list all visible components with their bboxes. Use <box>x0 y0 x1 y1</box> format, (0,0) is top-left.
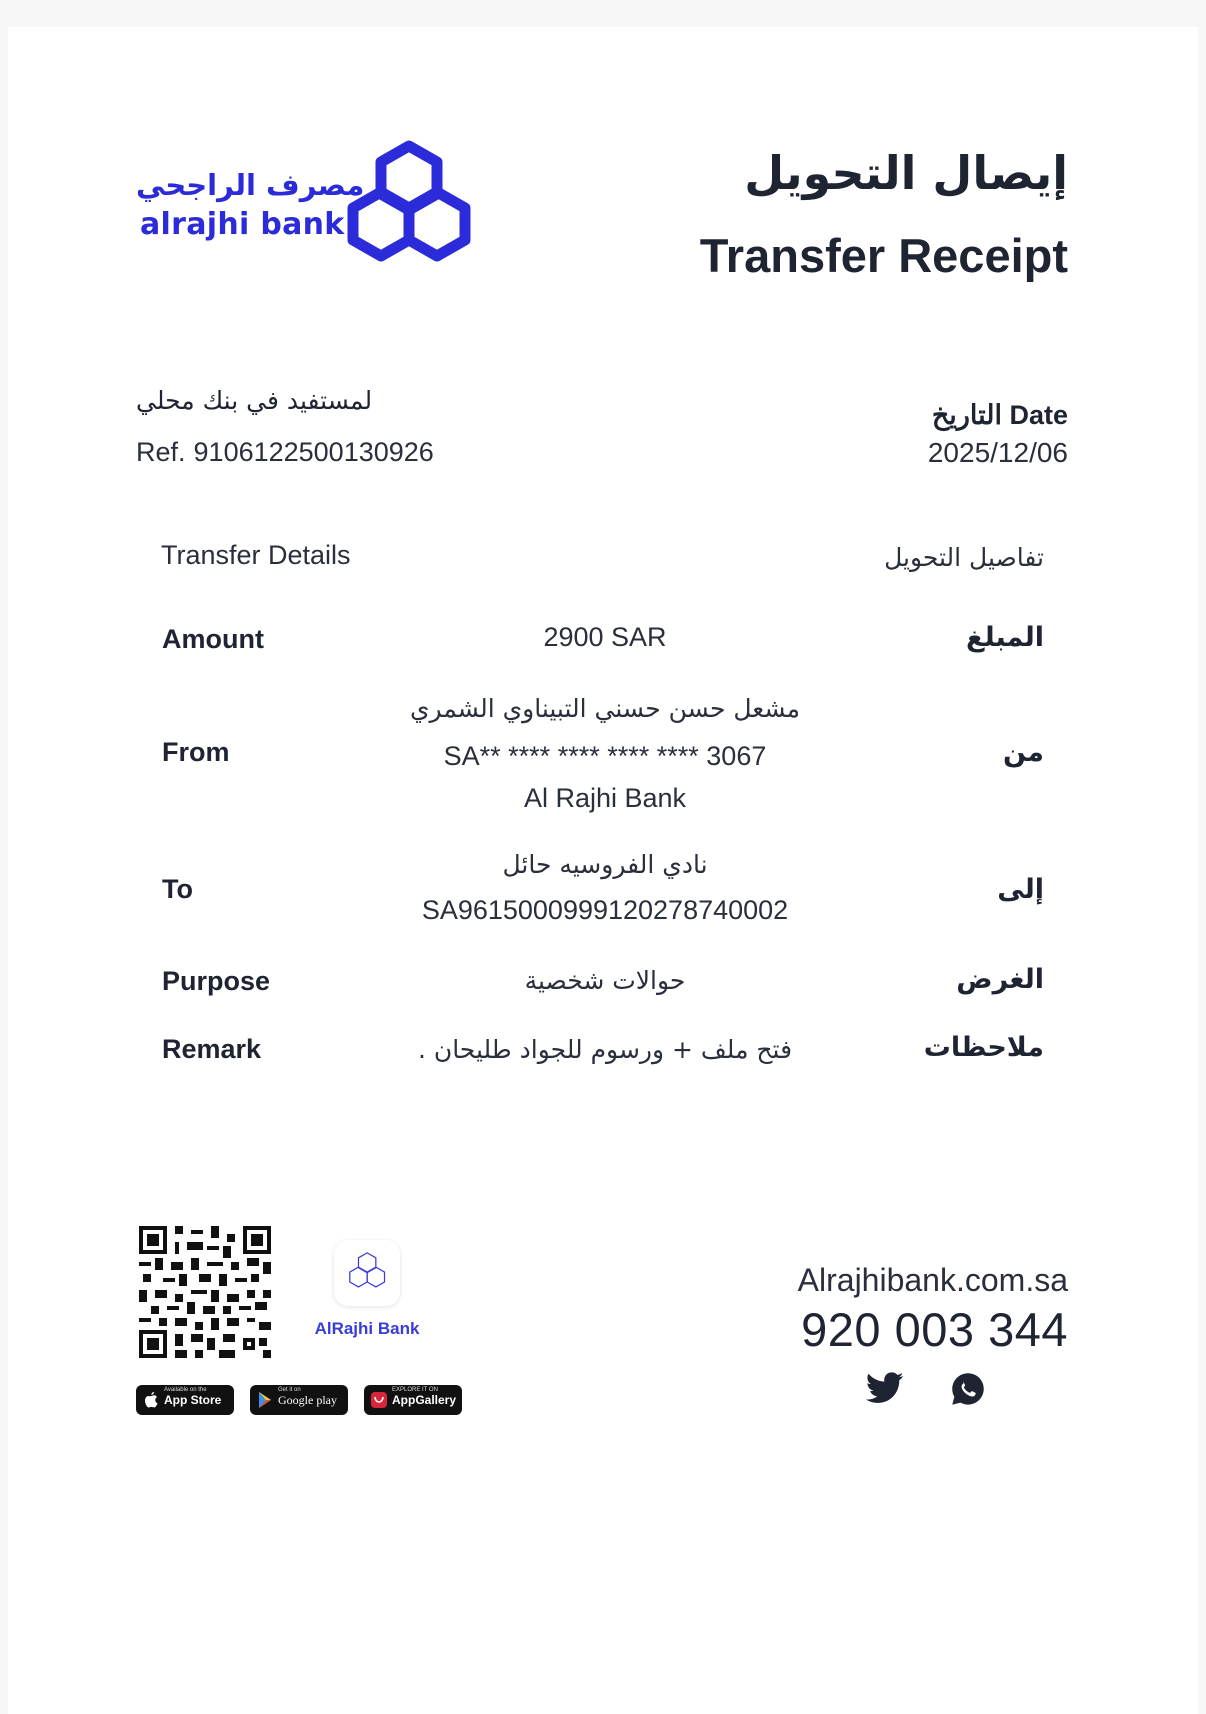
remark-value: فتح ملف + ورسوم للجواد طليحان . <box>417 1035 793 1064</box>
from-label-english: From <box>162 737 230 767</box>
receipt-title-english: Transfer Receipt <box>699 229 1068 282</box>
amount-value: 2900 SAR <box>543 622 667 652</box>
google-play-badge[interactable] <box>250 1385 348 1415</box>
remark-label-english: Remark <box>162 1034 262 1064</box>
website-link[interactable]: Alrajhibank.com.sa <box>797 1262 1068 1298</box>
bank-logo-mark-icon <box>344 140 474 270</box>
sender-account: SA** **** **** **** **** 3067 <box>443 741 767 771</box>
alrajhi-app-icon[interactable] <box>334 1240 400 1306</box>
transfer-details-heading-arabic: تفاصيل التحويل <box>884 543 1044 572</box>
date-value: 2025/12/06 <box>927 437 1068 468</box>
qr-code-icon[interactable] <box>139 1226 271 1358</box>
app-gallery-text: AppGallery <box>392 1393 457 1407</box>
app-gallery-badge[interactable] <box>364 1385 462 1415</box>
whatsapp-icon[interactable] <box>950 1371 986 1411</box>
sender-name: مشعل حسن حسني التبيناوي الشمري <box>409 694 801 723</box>
google-play-icon <box>257 1391 273 1409</box>
app-name: AlRajhi Bank <box>314 1319 420 1338</box>
purpose-label-arabic: الغرض <box>956 964 1044 995</box>
app-store-text: App Store <box>164 1393 222 1407</box>
google-play-text: Google play <box>278 1393 337 1407</box>
app-store-small-text: Available on the <box>164 1387 207 1393</box>
bank-logo-arabic: مصرف الراجحي <box>136 168 365 202</box>
from-label-arabic: من <box>1002 737 1044 768</box>
recipient-name: نادي الفروسيه حائل <box>502 850 708 879</box>
twitter-icon[interactable] <box>866 1372 904 1408</box>
to-label-english: To <box>162 874 193 904</box>
huawei-icon <box>371 1391 387 1409</box>
reference-label: Ref. <box>136 437 186 467</box>
sender-bank: Al Rajhi Bank <box>523 783 687 813</box>
amount-label-arabic: المبلغ <box>966 622 1044 653</box>
amount-label-english: Amount <box>162 624 264 654</box>
recipient-iban: SA9615000999120278740002 <box>421 895 789 925</box>
google-play-small-text: Get it on <box>278 1387 301 1393</box>
purpose-value: حوالات شخصية <box>524 966 686 995</box>
date-label: التاريخ Date <box>931 400 1068 430</box>
to-label-arabic: إلى <box>997 874 1044 905</box>
bank-logo-english: alrajhi bank <box>140 207 345 242</box>
reference-value: 9106122500130926 <box>193 437 434 467</box>
purpose-label-english: Purpose <box>162 966 271 996</box>
apple-icon <box>143 1391 159 1409</box>
app-store-badge[interactable] <box>136 1385 234 1415</box>
transfer-details-heading-english: Transfer Details <box>161 540 351 570</box>
app-gallery-small-text: EXPLORE IT ON <box>392 1387 438 1393</box>
reference-number <box>136 439 434 466</box>
receipt-title-arabic: إيصال التحويل <box>744 146 1068 200</box>
remark-label-arabic: ملاحظات <box>923 1032 1044 1063</box>
beneficiary-type: لمستفيد في بنك محلي <box>136 386 373 415</box>
phone-number[interactable]: 920 003 344 <box>801 1303 1068 1356</box>
